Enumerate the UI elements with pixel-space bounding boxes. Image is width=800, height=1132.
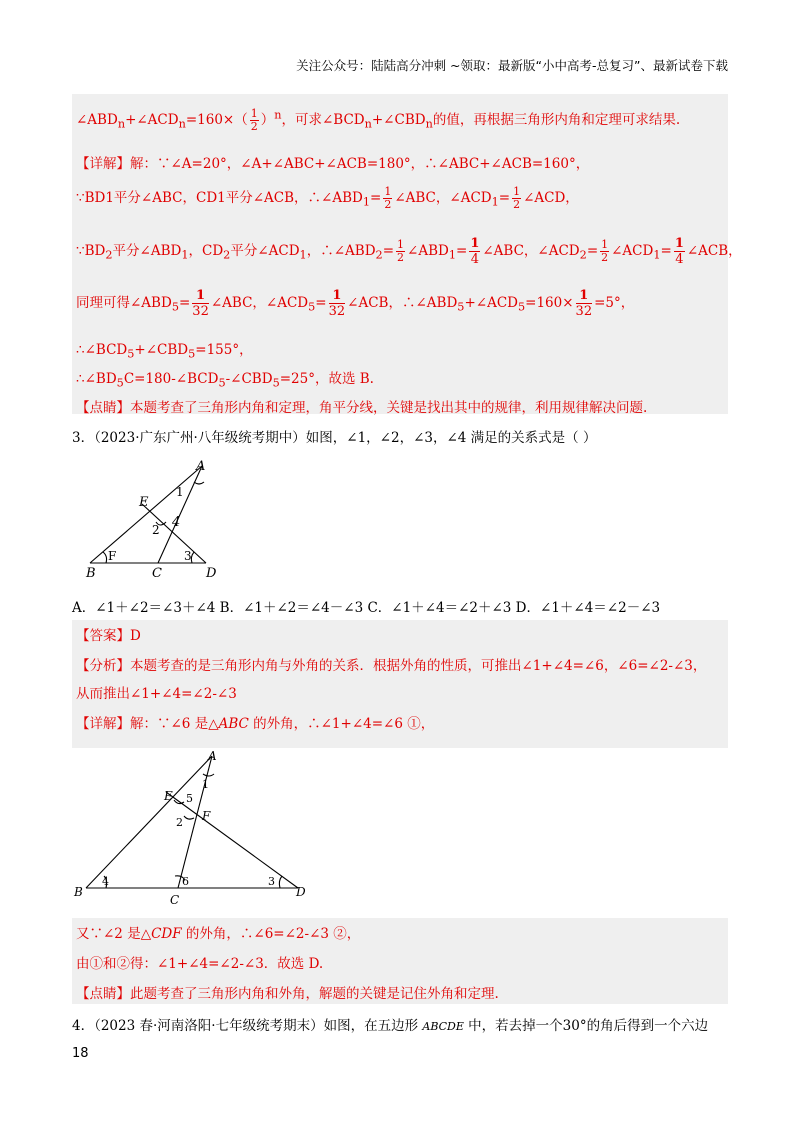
figure-label: 6	[182, 875, 189, 888]
figure-label: B	[74, 885, 83, 899]
figure-label: 2	[152, 523, 160, 537]
question-3-figure	[80, 458, 240, 584]
figure-label: C	[152, 566, 162, 581]
conclusion-line: 由①和②得：∠1+∠4=∠2-∠3．故选 D.	[76, 956, 324, 972]
solution-line-4: $\because BD_2$平分$\angle ABD_1$，$CD_2$平分$\angle ACD_1$，$\therefore\angle ABD_2=$ $\frac{1}{2}$ $\angle ABD_1=$ $\frac{1}{4}$ ∠ABC，$\angle ACD_2=$ $\frac{1}{2}$ $\angle ACD_1=$ $\frac{1}{4}$ ∠ACB，	[76, 236, 742, 267]
solution-line-7: $\therefore\angle BD_5C=180-\angle BCD_5-\angle CBD_5=25^\circ$，故选 B.	[76, 371, 374, 390]
solution-line-6: $\therefore\angle BCD_5+\angle CBD_5=155^\circ$，	[76, 342, 253, 361]
detail-line: 【详解】解：∵∠6 是△ABC 的外角，∴∠1+∠4=∠6 ①，	[76, 716, 435, 732]
fraction: $\frac{1}{2}$	[250, 107, 258, 133]
fraction: $\frac{1}{32}$	[192, 288, 209, 319]
question-4-stem: 4．（2023 春·河南洛阳·七年级统考期末）如图，在五边形 ABCDE 中，若去掉一个30°的角后得到一个六边	[72, 1018, 709, 1034]
analysis-line-1: 【分析】本题考查的是三角形内角与外角的关系．根据外角的性质，可推出∠1+∠4=∠6，∠6=∠2-∠3，	[76, 658, 707, 674]
figure-label: 5	[186, 792, 193, 805]
fraction: $\frac{1}{2}$	[601, 238, 609, 264]
solution-comment: 【点睛】本题考查了三角形内角和定理，角平分线，关键是找出其中的规律，利用规律解决问题.	[76, 400, 648, 416]
figure-label: F	[108, 549, 117, 563]
figure-label: F	[202, 809, 211, 823]
fraction: $\frac{1}{2}$	[513, 185, 521, 211]
solution-box-2	[72, 620, 728, 748]
question-3-figure-2	[72, 748, 306, 906]
question-3-options: A．∠1＋∠2＝∠3＋∠4 B．∠1＋∠2＝∠4－∠3 C．∠1＋∠4＝∠2＋∠3 D．∠1＋∠4＝∠2－∠3	[72, 600, 661, 616]
solution-line-5: 同理可得$\angle ABD_5=$ $\frac{1}{32}$ ∠ABC，$\angle ACD_5=$ $\frac{1}{32}$ ∠ACB，$\therefore\angle ABD_5+\angle ACD_5=160\times$ $\frac{1}{32}$ =5°，	[76, 288, 635, 319]
fraction: $\frac{1}{2}$	[384, 185, 392, 211]
fraction: $\frac{1}{4}$	[470, 236, 480, 267]
page-header: 关注公众号：陆陆高分冲刺 ~领取：最新版“小中高考-总复习”、最新试卷下载	[296, 58, 728, 73]
figure-label: B	[86, 566, 96, 581]
answer-line: 【答案】D	[76, 628, 141, 644]
figure-label: 3	[184, 549, 192, 563]
page-number: 18	[72, 1046, 89, 1061]
figure-label: 2	[176, 816, 183, 829]
solution-line-2: 【详解】解：∵∠A=20°，∠A+∠ABC+∠ACB=180°，∴∠ABC+∠ACB=160°，	[76, 156, 590, 172]
solution-box-3	[72, 918, 728, 1004]
fraction: $\frac{1}{32}$	[328, 288, 346, 319]
figure-label: E	[139, 495, 149, 510]
figure-label: 4	[102, 875, 109, 888]
question-3-stem: 3．（2023·广东广州·八年级统考期中）如图，∠1，∠2，∠3，∠4 满足的关系式是（ ）	[72, 430, 597, 446]
fraction: $\frac{1}{2}$	[397, 238, 405, 264]
also-line: 又∵∠2 是△CDF 的外角，∴∠6=∠2-∠3 ②，	[76, 926, 361, 942]
solution-box-1	[72, 94, 742, 416]
fraction: $\frac{1}{4}$	[674, 236, 684, 267]
solution-line-1: $\angle ABD_n+\angle ACD_n=160\times$（ $\frac{1}{2}$ ）$^n$，可求$\angle BCD_n+\angle CBD_n$的值，再根据三角形内角和定理可求结果.	[76, 107, 681, 133]
fraction: $\frac{1}{32}$	[575, 288, 593, 319]
question-3-figure-2-panel	[72, 748, 306, 906]
analysis-line-2: 从而推出∠1+∠4=∠2-∠3	[76, 686, 237, 702]
figure-label: E	[164, 789, 173, 803]
figure-label: 1	[176, 485, 184, 499]
figure-label: D	[206, 566, 217, 581]
comment-line: 【点睛】此题考查了三角形内角和外角，解题的关键是记住外角和定理.	[76, 986, 499, 1002]
figure-label: 4	[172, 515, 181, 530]
figure-label: 3	[268, 875, 275, 888]
figure-label: C	[170, 893, 180, 906]
solution-line-3: ∵BD1平分∠ABC，CD1平分∠ACB，$\therefore\angle ABD_1=$ $\frac{1}{2}$ ∠ABC，$\angle ACD_1=$ $\frac{1}{2}$ ∠ACD，	[76, 185, 579, 211]
figure-label: D	[296, 885, 306, 899]
figure-label: A	[208, 749, 217, 763]
figure-label: 1	[202, 778, 209, 791]
figure-label: A	[196, 459, 206, 474]
